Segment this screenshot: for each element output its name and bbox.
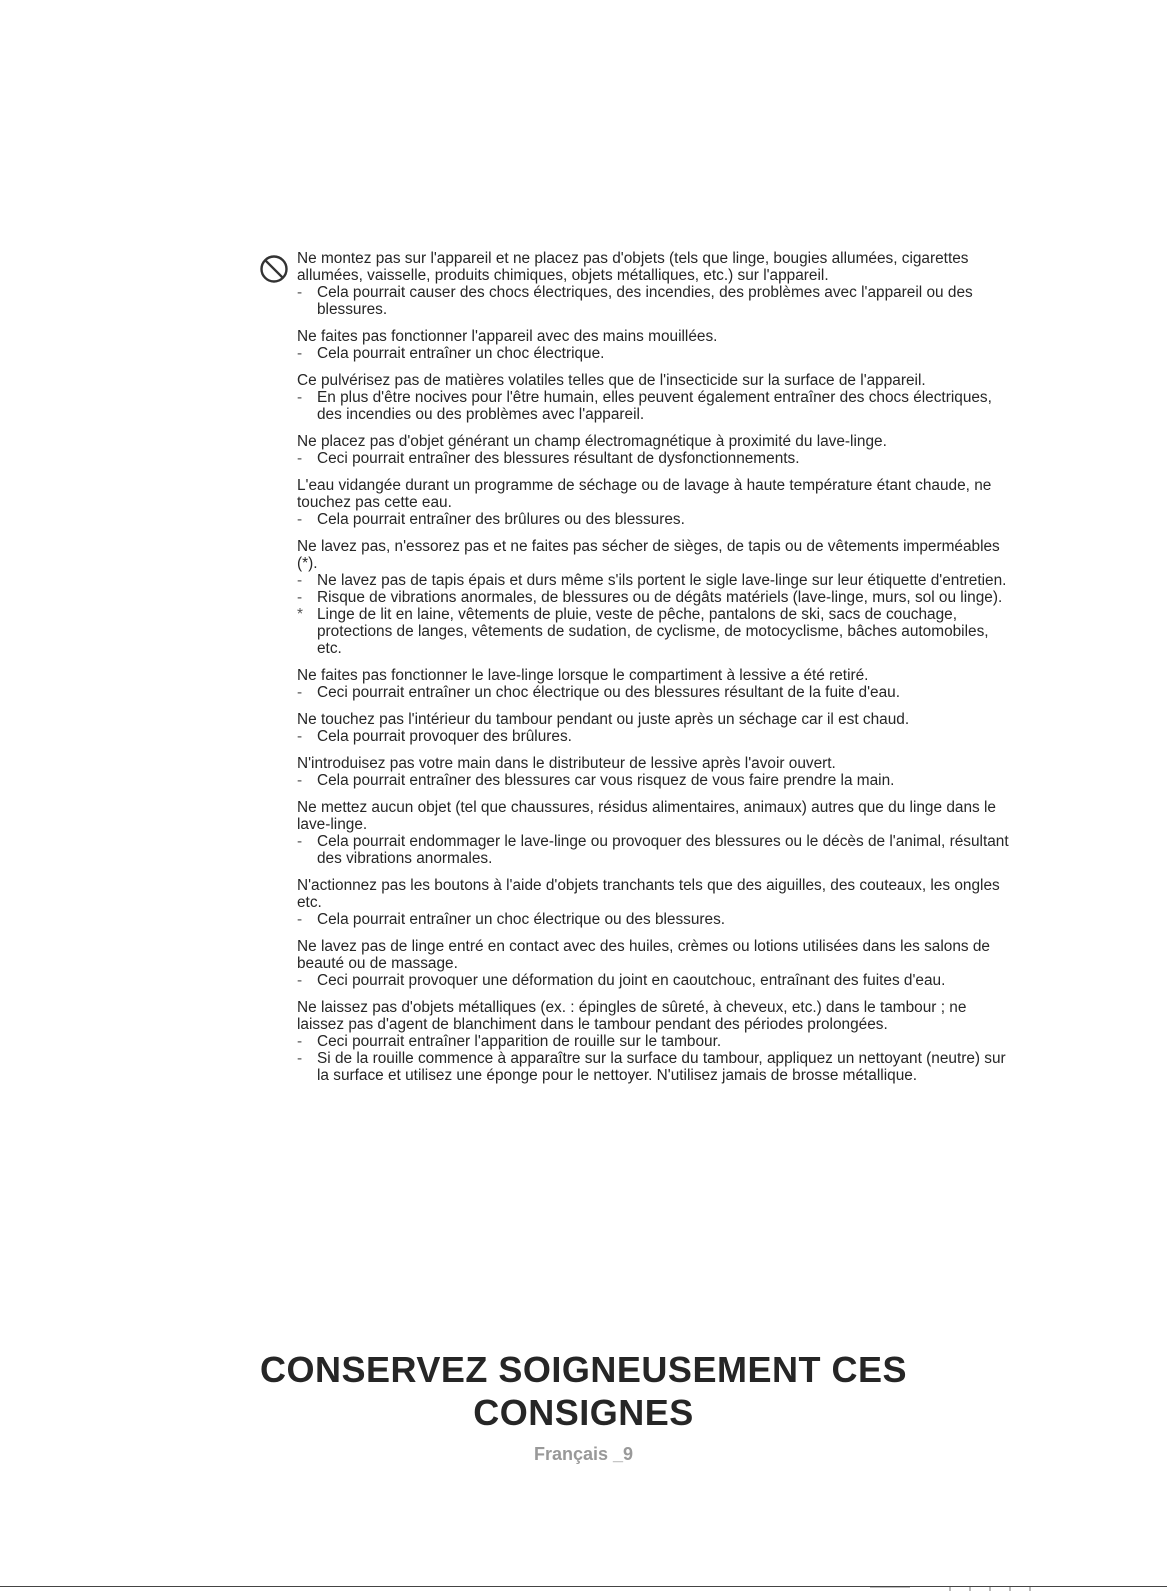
instruction-group <box>297 799 1009 867</box>
instruction-consequence <box>297 589 1009 606</box>
instruction-group <box>297 538 1009 657</box>
bullet-mark: * <box>297 606 303 623</box>
instruction-group <box>297 372 1009 423</box>
instruction-group <box>297 328 1009 362</box>
consequence-text: Ceci pourrait entraîner des blessures résultant de dysfonctionnements. <box>317 450 800 467</box>
instruction-group <box>297 938 1009 989</box>
consequence-text: Ceci pourrait provoquer une déformation du joint en caoutchouc, entraînant des fuites d'eau. <box>317 972 946 989</box>
consequence-text: Cela pourrait endommager le lave-linge ou provoquer des blessures ou le décès de l'animal, résultant des vibrations anormales. <box>317 833 1009 867</box>
instruction-group <box>297 433 1009 467</box>
instruction-consequence <box>297 684 1009 701</box>
bullet-mark: - <box>297 572 303 589</box>
bullet-mark: - <box>297 684 303 701</box>
instruction-group <box>297 755 1009 789</box>
instruction-consequence <box>297 833 1009 867</box>
consequence-text: Cela pourrait entraîner des blessures car vous risquez de vous faire prendre la main. <box>317 772 895 789</box>
bullet-mark: - <box>297 511 303 528</box>
instruction-text: N'introduisez pas votre main dans le distributeur de lessive après l'avoir ouvert. <box>297 755 836 772</box>
instruction-text: Ne touchez pas l'intérieur du tambour pendant ou juste après un séchage car il est chaud. <box>297 711 910 728</box>
consequence-text: Ne lavez pas de tapis épais et durs même s'ils portent le sigle lave-linge sur leur étiquette d'entretien. <box>317 572 1007 589</box>
instruction-consequence <box>297 450 1009 467</box>
instruction-consequence <box>297 606 1009 657</box>
consequence-text: Cela pourrait entraîner un choc électrique. <box>317 345 605 362</box>
bullet-mark: - <box>297 1033 303 1050</box>
instruction-text: Ne placez pas d'objet générant un champ électromagnétique à proximité du lave-linge. <box>297 433 887 450</box>
instruction-text: Ne laissez pas d'objets métalliques (ex. : épingles de sûreté, à cheveux, etc.) dans le tambour ; ne laissez pas d'agent de blanchiment dans le tambour pendant des périodes prolongées. <box>297 999 967 1033</box>
consequence-text: Risque de vibrations anormales, de blessures ou de dégâts matériels (lave-linge, murs, sol ou linge). <box>317 589 1003 606</box>
instruction-consequence <box>297 284 1009 318</box>
bullet-mark: - <box>297 345 303 362</box>
instruction-text: Ne montez pas sur l'appareil et ne placez pas d'objets (tels que linge, bougies allumées, cigarettes allumées, vaisselle, produits chimiques, objets métalliques, etc.) sur l'appareil. <box>297 250 969 284</box>
instruction-consequence <box>297 1033 1009 1050</box>
instruction-text: Ce pulvérisez pas de matières volatiles telles que de l'insecticide sur la surface de l'appareil. <box>297 372 926 389</box>
instruction-text: N'actionnez pas les boutons à l'aide d'objets tranchants tels que des aiguilles, des couteaux, les ongles etc. <box>297 877 1000 911</box>
bullet-mark: - <box>297 589 303 606</box>
consequence-text: Ceci pourrait entraîner un choc électrique ou des blessures résultant de la fuite d'eau. <box>317 684 900 701</box>
bullet-mark: - <box>297 450 303 467</box>
instruction-consequence <box>297 911 1009 928</box>
bullet-mark: - <box>297 1050 303 1067</box>
consequence-text: Ceci pourrait entraîner l'apparition de rouille sur le tambour. <box>317 1033 722 1050</box>
instruction-consequence <box>297 728 1009 745</box>
consequence-text: Cela pourrait provoquer des brûlures. <box>317 728 572 745</box>
instruction-consequence <box>297 389 1009 423</box>
consequence-text: En plus d'être nocives pour l'être humain, elles peuvent également entraîner des chocs électriques, des incendies ou des problèmes avec l'appareil. <box>317 389 992 423</box>
instruction-consequence <box>297 511 1009 528</box>
consequence-text: Cela pourrait entraîner un choc électrique ou des blessures. <box>317 911 726 928</box>
instruction-group <box>297 999 1009 1084</box>
instruction-group <box>297 711 1009 745</box>
prohibition-icon <box>259 254 289 284</box>
instruction-text: Ne faites pas fonctionner l'appareil avec des mains mouillées. <box>297 328 718 345</box>
bullet-mark: - <box>297 772 303 789</box>
instruction-text: Ne lavez pas de linge entré en contact avec des huiles, crèmes ou lotions utilisées dans les salons de beauté ou de massage. <box>297 938 990 972</box>
instruction-group <box>297 477 1009 528</box>
instruction-consequence <box>297 1050 1009 1084</box>
instruction-text: Ne faites pas fonctionner le lave-linge lorsque le compartiment à lessive a été retiré. <box>297 667 869 684</box>
consequence-text: Si de la rouille commence à apparaître sur la surface du tambour, appliquez un nettoyant (neutre) sur la surface et utilisez une éponge pour le nettoyer. N'utilisez jamais de brosse métallique. <box>317 1050 1006 1084</box>
instruction-group <box>297 250 1009 318</box>
save-instructions-heading <box>0 1348 1167 1434</box>
heading-line-2: CONSIGNES <box>473 1392 694 1433</box>
instruction-consequence <box>297 345 1009 362</box>
bullet-mark: - <box>297 389 303 406</box>
consequence-text: Linge de lit en laine, vêtements de pluie, veste de pêche, pantalons de ski, sacs de couchage, protections de langes, vêtements de sudation, de cyclisme, de motocyclisme, bâches automobiles, etc. <box>317 606 989 657</box>
safety-instructions <box>297 250 1009 1094</box>
instruction-consequence <box>297 772 1009 789</box>
consequence-text: Cela pourrait causer des chocs électriques, des incendies, des problèmes avec l'appareil ou des blessures. <box>317 284 973 318</box>
instruction-text: Ne lavez pas, n'essorez pas et ne faites pas sécher de sièges, de tapis ou de vêtements imperméables (*). <box>297 538 1000 572</box>
bullet-mark: - <box>297 972 303 989</box>
instruction-consequence <box>297 572 1009 589</box>
bullet-mark: - <box>297 833 303 850</box>
bullet-mark: - <box>297 284 303 301</box>
page-number: Français _9 <box>533 1444 634 1464</box>
instruction-text: L'eau vidangée durant un programme de séchage ou de lavage à haute température étant chaude, ne touchez pas cette eau. <box>297 477 992 511</box>
instruction-text: Ne mettez aucun objet (tel que chaussures, résidus alimentaires, animaux) autres que du linge dans le lave-linge. <box>297 799 996 833</box>
instruction-group <box>297 877 1009 928</box>
heading-line-1: CONSERVEZ SOIGNEUSEMENT CES <box>260 1349 907 1390</box>
consequence-text: Cela pourrait entraîner des brûlures ou des blessures. <box>317 511 685 528</box>
bullet-mark: - <box>297 728 303 745</box>
bullet-mark: - <box>297 911 303 928</box>
instruction-consequence <box>297 972 1009 989</box>
crop-marks <box>870 1587 1040 1593</box>
instruction-group <box>297 667 1009 701</box>
